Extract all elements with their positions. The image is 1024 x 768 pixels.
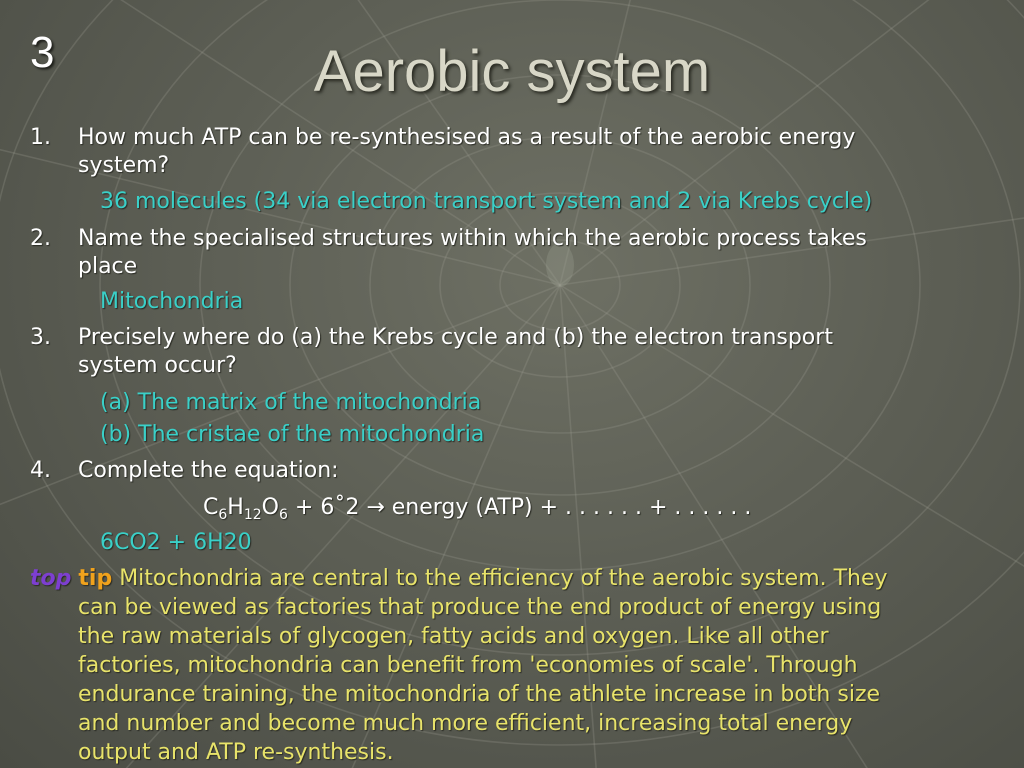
equation [203,494,751,522]
answer-3a: (a) The matrix of the mitochondria [100,390,482,415]
answer-1: 36 molecules (34 via electron transport system and 2 via Krebs cycle) [100,189,873,214]
question-4-number: 4. [30,458,51,483]
answer-4: 6CO2 + 6H20 [100,530,252,555]
tip-line-7: output and ATP re-synthesis. [78,740,394,765]
question-3-line-1: Precisely where do (a) the Krebs cycle and (b) the electron transport [78,325,833,350]
equation-o: O [261,495,279,520]
slide-title: Aerobic system [313,39,711,104]
question-3-number: 3. [30,325,51,350]
equation-h: H [227,495,244,520]
tip-line-5: endurance training, the mitochondria of the athlete increase in both size [78,682,881,707]
tip-top-label: top [30,566,72,591]
question-2-line-2: place [78,254,138,279]
tip-first-line [30,565,888,593]
question-1-number: 1. [30,125,51,150]
tip-line-2: can be viewed as factories that produce the end product of energy using [78,595,882,620]
question-1-line-1: How much ATP can be re-synthesised as a result of the aerobic energy [78,125,856,150]
question-2-number: 2. [30,226,51,251]
equation-c: C [203,495,219,520]
equation-rest: + 6˚2 → energy (ATP) + . . . . . . + . . . . . . [287,495,752,520]
question-1-line-2: system? [78,153,170,178]
question-3-line-2: system occur? [78,353,237,378]
answer-2: Mitochondria [100,289,244,314]
answer-3b: (b) The cristae of the mitochondria [100,422,485,447]
equation-h-sub: 12 [243,507,262,523]
tip-line-6: and number and become much more efficient, increasing total energy [78,711,853,736]
tip-tip-label: tip [78,566,113,591]
tip-line-3: the raw materials of glycogen, fatty acids and oxygen. Like all other [78,624,829,649]
equation-o-sub: 6 [279,507,288,523]
question-4-line-1: Complete the equation: [78,458,339,483]
tip-line-1: Mitochondria are central to the efficiency of the aerobic system. They [119,566,888,591]
tip-line-4: factories, mitochondria can benefit from 'economies of scale'. Through [78,653,858,678]
equation-c-sub: 6 [218,507,228,523]
slide-number: 3 [30,28,55,77]
question-2-line-1: Name the specialised structures within which the aerobic process takes [78,226,867,251]
